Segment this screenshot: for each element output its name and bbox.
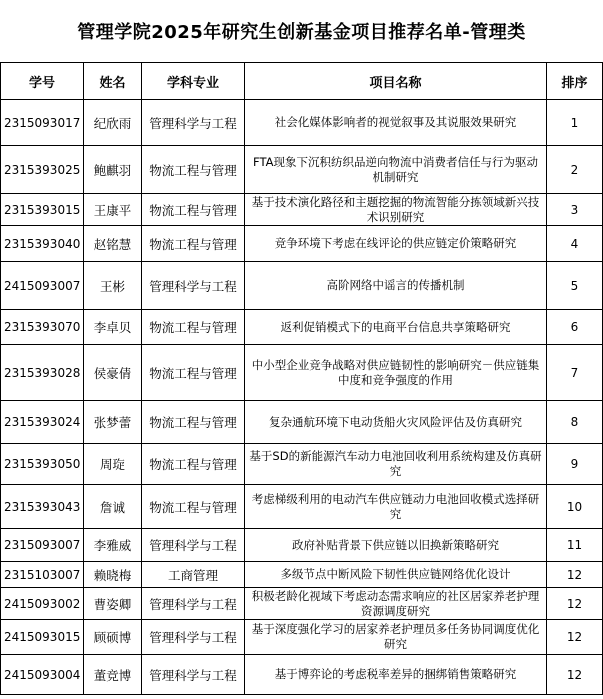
- table-row: [1, 146, 603, 194]
- table-row: [1, 529, 603, 562]
- table-row: [1, 262, 603, 310]
- cell-name: 詹诚: [84, 485, 142, 529]
- cell-major: 管理科学与工程: [142, 588, 245, 620]
- cell-project: FTA现象下沉积纺织品逆向物流中消费者信任与行为驱动机制研究: [245, 146, 547, 194]
- cell-name: 董竞博: [84, 655, 142, 695]
- cell-rank: 5: [547, 262, 603, 310]
- cell-student-id: 2315393015: [1, 194, 84, 226]
- cell-rank: 1: [547, 100, 603, 146]
- cell-student-id: 2315093007: [1, 529, 84, 562]
- header-student-id: 学号: [1, 63, 84, 100]
- table-row: [1, 345, 603, 401]
- cell-rank: 9: [547, 444, 603, 485]
- cell-project: 竞争环境下考虑在线评论的供应链定价策略研究: [245, 226, 547, 262]
- cell-project: 基于深度强化学习的居家养老护理员多任务协同调度优化研究: [245, 620, 547, 655]
- cell-major: 管理科学与工程: [142, 262, 245, 310]
- document-title: 管理学院2025年研究生创新基金项目推荐名单-管理类: [77, 22, 526, 43]
- header-major: 学科专业: [142, 63, 245, 100]
- cell-rank: 12: [547, 655, 603, 695]
- cell-name: 王康平: [84, 194, 142, 226]
- cell-name: 赖晓梅: [84, 562, 142, 588]
- cell-student-id: 2415093007: [1, 262, 84, 310]
- cell-rank: 12: [547, 588, 603, 620]
- header-project: 项目名称: [245, 63, 547, 100]
- cell-rank: 10: [547, 485, 603, 529]
- table-row: [1, 655, 603, 695]
- header-rank: 排序: [547, 63, 603, 100]
- cell-project: 政府补贴背景下供应链以旧换新策略研究: [245, 529, 547, 562]
- cell-student-id: 2315093017: [1, 100, 84, 146]
- cell-rank: 2: [547, 146, 603, 194]
- table-row: [1, 310, 603, 345]
- cell-name: 侯豪倩: [84, 345, 142, 401]
- cell-name: 李雅威: [84, 529, 142, 562]
- table-row: [1, 444, 603, 485]
- cell-student-id: 2315103007: [1, 562, 84, 588]
- cell-name: 赵铭慧: [84, 226, 142, 262]
- cell-rank: 8: [547, 401, 603, 444]
- cell-name: 曹姿卿: [84, 588, 142, 620]
- cell-name: 纪欣雨: [84, 100, 142, 146]
- cell-rank: 12: [547, 562, 603, 588]
- cell-major: 物流工程与管理: [142, 444, 245, 485]
- cell-project: 基于SD的新能源汽车动力电池回收利用系统构建及仿真研究: [245, 444, 547, 485]
- cell-major: 物流工程与管理: [142, 194, 245, 226]
- cell-major: 物流工程与管理: [142, 310, 245, 345]
- recommendation-table: [0, 62, 603, 695]
- cell-major: 管理科学与工程: [142, 100, 245, 146]
- cell-student-id: 2315393043: [1, 485, 84, 529]
- cell-project: 基于博弈论的考虑税率差异的捆绑销售策略研究: [245, 655, 547, 695]
- cell-rank: 6: [547, 310, 603, 345]
- cell-name: 顾硕博: [84, 620, 142, 655]
- table-row: [1, 588, 603, 620]
- cell-name: 李卓贝: [84, 310, 142, 345]
- cell-name: 周琁: [84, 444, 142, 485]
- cell-rank: 4: [547, 226, 603, 262]
- cell-student-id: 2315393025: [1, 146, 84, 194]
- cell-student-id: 2315393040: [1, 226, 84, 262]
- cell-major: 管理科学与工程: [142, 655, 245, 695]
- cell-project: 社会化媒体影响者的视觉叙事及其说服效果研究: [245, 100, 547, 146]
- cell-name: 鲍麒羽: [84, 146, 142, 194]
- cell-project: 积极老龄化视域下考虑动态需求响应的社区居家养老护理资源调度研究: [245, 588, 547, 620]
- cell-project: 考虑梯级利用的电动汽车供应链动力电池回收模式选择研究: [245, 485, 547, 529]
- cell-student-id: 2415093004: [1, 655, 84, 695]
- cell-student-id: 2415093002: [1, 588, 84, 620]
- cell-project: 返利促销模式下的电商平台信息共享策略研究: [245, 310, 547, 345]
- table-row: [1, 100, 603, 146]
- cell-project: 高阶网络中谣言的传播机制: [245, 262, 547, 310]
- cell-major: 物流工程与管理: [142, 345, 245, 401]
- table-row: [1, 562, 603, 588]
- cell-name: 王彬: [84, 262, 142, 310]
- table-row: [1, 620, 603, 655]
- header-name: 姓名: [84, 63, 142, 100]
- cell-project: 基于技术演化路径和主题挖掘的物流智能分拣领域新兴技术识别研究: [245, 194, 547, 226]
- cell-rank: 11: [547, 529, 603, 562]
- table-row: [1, 401, 603, 444]
- table-row: [1, 194, 603, 226]
- cell-project: 多级节点中断风险下韧性供应链网络优化设计: [245, 562, 547, 588]
- header-row: [1, 63, 603, 100]
- cell-project: 复杂通航环境下电动货船火灾风险评估及仿真研究: [245, 401, 547, 444]
- cell-major: 工商管理: [142, 562, 245, 588]
- cell-name: 张梦蕾: [84, 401, 142, 444]
- cell-student-id: 2415093015: [1, 620, 84, 655]
- cell-rank: 12: [547, 620, 603, 655]
- table-row: [1, 485, 603, 529]
- cell-student-id: 2315393024: [1, 401, 84, 444]
- cell-student-id: 2315393070: [1, 310, 84, 345]
- cell-student-id: 2315393028: [1, 345, 84, 401]
- cell-major: 物流工程与管理: [142, 485, 245, 529]
- cell-rank: 3: [547, 194, 603, 226]
- cell-major: 管理科学与工程: [142, 620, 245, 655]
- cell-major: 管理科学与工程: [142, 529, 245, 562]
- cell-rank: 7: [547, 345, 603, 401]
- cell-major: 物流工程与管理: [142, 146, 245, 194]
- table-row: [1, 226, 603, 262]
- cell-student-id: 2315393050: [1, 444, 84, 485]
- cell-project: 中小型企业竞争战略对供应链韧性的影响研究－供应链集中度和竞争强度的作用: [245, 345, 547, 401]
- cell-major: 物流工程与管理: [142, 226, 245, 262]
- cell-major: 物流工程与管理: [142, 401, 245, 444]
